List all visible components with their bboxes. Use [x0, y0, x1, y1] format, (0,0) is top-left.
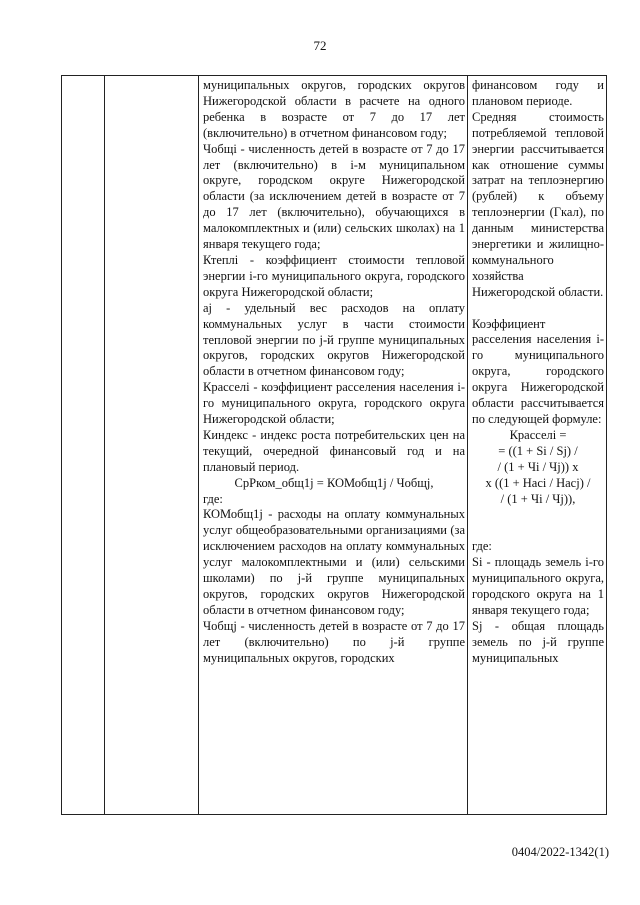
document-table: [61, 75, 607, 815]
paragraph: КОМобщ1j - расходы на оплату коммунальных услуг общеобразовательными организациями (за исключением расходов на оплату коммунальных услуг малокомплектными и (или) сельскими школами) по j-й группе муниципальных округов, городских округов Нижегородской области в отчетном финансовом году;: [203, 507, 465, 617]
formula-line: Красселі =: [509, 427, 567, 442]
formula-line: СрРком_общ1j = КОМобщ1j / Чобщj,: [234, 475, 434, 490]
column-divider: [467, 76, 468, 814]
main-text-column: [203, 78, 465, 667]
formula-line: x ((1 + Насі / Насj) /: [485, 475, 591, 490]
paragraph: Чобщі - численность детей в возрасте от 7 до 17 лет (включительно) в i-м муниципальном округе, городском округе Нижегородской области (за исключением детей в возрасте от 7 до 17 лет (включительно), обучающихся в малокомплектных и (или) сельских школах) на 1 января текущего года;: [203, 141, 465, 252]
formula-line: / (1 + Чі / Чj)) x: [497, 459, 579, 474]
paragraph: Ктеплі - коэффициент стоимости тепловой энергии i-го муниципального округа, городского округа Нижегородской области;: [203, 252, 465, 299]
paragraph: Красселі - коэффициент расселения населения i-го муниципального округа, городского округа Нижегородской области;: [203, 380, 465, 427]
paragraph: финансовом году и плановом периоде.: [472, 78, 604, 108]
paragraph: Коэффициент расселения населения i-го муниципального округа, городского округа Нижегородской области рассчитывается по следующей формуле:: [472, 316, 604, 427]
formula-line: / (1 + Чі / Чj)),: [500, 491, 576, 506]
paragraph: где:: [203, 491, 223, 506]
paragraph: Чобщj - численность детей в возрасте от 7 до 17 лет (включительно) по j-й группе муниципальных округов, городских: [203, 618, 465, 665]
paragraph: Киндекс - индекс роста потребительских цен на текущий, очередной финансовый год и на плановый период.: [203, 427, 465, 474]
right-text-column: [472, 78, 604, 667]
column-divider: [104, 76, 105, 814]
document-code: 0404/2022-1342(1): [511, 845, 609, 859]
paragraph: Средняя стоимость потребляемой тепловой энергии рассчитывается как отношение суммы затрат на теплоэнергию (рублей) к объему теплоэнергии (Гкал), по данным министерства энергетики и жилищно-коммунального хозяйства Нижегородской области.: [472, 109, 604, 299]
column-divider: [198, 76, 199, 814]
paragraph: Si - площадь земель i-го муниципального округа, городского округа на 1 января текущего года;: [472, 555, 604, 617]
paragraph: муниципальных округов, городских округов Нижегородской области в расчете на одного ребенка в возрасте от 7 до 17 лет (включительно) в отчетном финансовом году;: [203, 78, 465, 140]
paragraph: Sj - общая площадь земель по j-й группе муниципальных: [472, 618, 604, 665]
paragraph: где:: [472, 539, 492, 554]
formula-line: = ((1 + Si / Sj) /: [498, 443, 578, 458]
paragraph: aj - удельный вес расходов на оплату коммунальных услуг в части стоимости тепловой энергии по j-й группе муниципальных округов, городских округов Нижегородской области в отчетном финансовом году;: [203, 300, 465, 379]
page-number: 72: [313, 38, 327, 53]
